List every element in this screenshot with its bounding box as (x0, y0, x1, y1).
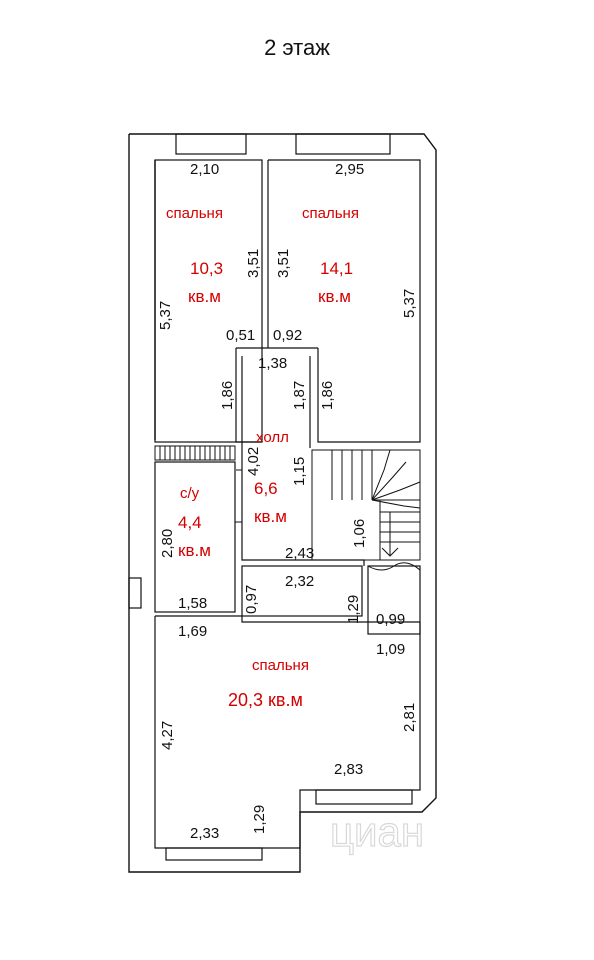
vent-grille (155, 446, 235, 460)
dim-4-27: 4,27 (159, 720, 176, 750)
hall-unit: кв.м (254, 507, 287, 526)
dim-0-99: 0,99 (376, 611, 406, 628)
dim-0-97: 0,97 (243, 584, 260, 614)
dim-1-29-bottom: 1,29 (251, 804, 268, 834)
doors (235, 470, 242, 522)
dim-2-43: 2,43 (285, 545, 315, 562)
dim-4-02: 4,02 (245, 446, 262, 476)
bathroom-area: 4,4 (178, 513, 202, 532)
watermark: циан (330, 808, 425, 855)
dim-2-33: 2,33 (190, 825, 220, 842)
bedroom2-area: 14,1 (320, 259, 354, 278)
dim-1-09: 1,09 (376, 641, 406, 658)
bedroom2-name: спальня (302, 205, 359, 222)
dim-3-51-right: 3,51 (275, 248, 292, 278)
dim-2-10: 2,10 (190, 161, 220, 178)
dim-1-29-mid: 1,29 (345, 594, 362, 624)
dim-5-37-left: 5,37 (157, 300, 174, 330)
hall-area: 6,6 (254, 479, 278, 498)
bedroom1-area: 10,3 (190, 259, 224, 278)
bathroom-name: с/у (180, 485, 200, 502)
bedroom3-name: спальня (252, 657, 309, 674)
dim-5-37-right: 5,37 (401, 288, 418, 318)
bedroom1-unit: кв.м (188, 287, 221, 306)
bedroom3-area: 20,3 кв.м (228, 690, 303, 710)
staircase (312, 450, 420, 570)
dim-2-95: 2,95 (335, 161, 365, 178)
dim-1-86-right: 1,86 (319, 380, 336, 410)
dim-1-15: 1,15 (291, 456, 308, 486)
dim-1-86-left: 1,86 (219, 380, 236, 410)
dim-1-58: 1,58 (178, 595, 208, 612)
dim-2-32: 2,32 (285, 573, 315, 590)
dim-1-06: 1,06 (351, 518, 368, 548)
bedroom2-unit: кв.м (318, 287, 351, 306)
floor-title: 2 этаж (264, 35, 330, 60)
dim-0-92: 0,92 (273, 327, 303, 344)
dim-2-83: 2,83 (334, 761, 364, 778)
dim-1-87: 1,87 (291, 380, 308, 410)
bedroom1-name: спальня (166, 205, 223, 222)
hall-name: холл (256, 429, 289, 446)
dim-2-80: 2,80 (159, 528, 176, 558)
dim-1-69: 1,69 (178, 623, 208, 640)
dim-1-38: 1,38 (258, 355, 288, 372)
dim-3-51-left: 3,51 (245, 248, 262, 278)
dim-0-51: 0,51 (226, 327, 256, 344)
bathroom-unit: кв.м (178, 541, 211, 560)
dim-2-81: 2,81 (401, 702, 418, 732)
